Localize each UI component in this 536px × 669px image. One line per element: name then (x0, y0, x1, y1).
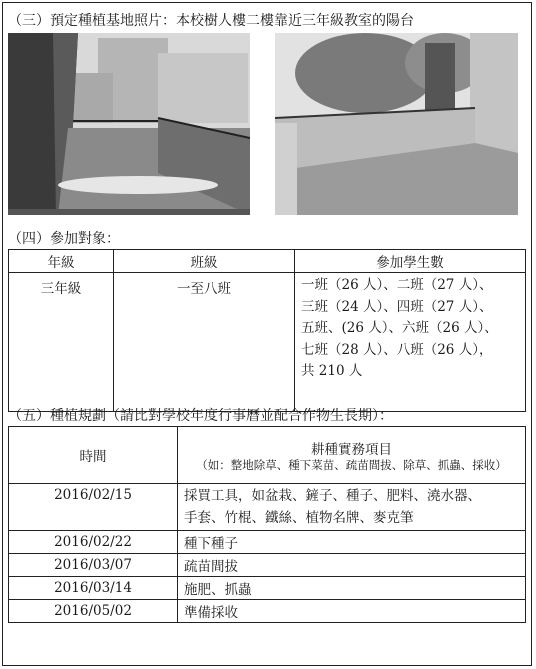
schedule-date: 2016/02/22 (9, 531, 178, 554)
schedule-date: 2016/02/15 (9, 484, 178, 531)
schedule-task-cell (178, 484, 526, 531)
planting-schedule-table (8, 426, 526, 623)
balcony-photo-right (275, 33, 518, 215)
balcony-photo-left (8, 33, 250, 215)
schedule-task-line: 手套、竹棍、鐵絲、植物名牌、麥克筆 (184, 509, 414, 526)
grade-cell: 三年級 (9, 273, 114, 412)
schedule-row (9, 484, 526, 531)
header-items-note: （如：整地除草、種下菜苗、疏苗間拔、除草、抓蟲、採收） (196, 457, 507, 472)
section5-title: （五）種植規劃（請比對學校年度行事曆並配合作物生長期）： (8, 408, 393, 424)
schedule-date: 2016/03/07 (9, 554, 178, 577)
header-student-count: 參加學生數 (295, 250, 526, 273)
header-grade: 年級 (9, 250, 114, 273)
schedule-row (9, 577, 526, 600)
schedule-task: 施肥、抓蟲 (178, 577, 526, 600)
participants-table (8, 249, 526, 412)
section3-title: （三）預定種植基地照片：本校樹人樓二樓靠近三年級教室的陽台 (8, 13, 414, 29)
participants-data-row (9, 273, 526, 412)
schedule-task: 疏苗間拔 (178, 554, 526, 577)
header-time: 時間 (9, 427, 178, 484)
header-items-cell (178, 427, 526, 484)
schedule-row (9, 531, 526, 554)
count-total: 共 210 人 (301, 363, 363, 379)
class-cell: 一至八班 (114, 273, 295, 412)
schedule-task: 種下種子 (178, 531, 526, 554)
count-line: 五班、(26 人）、六班（26 人）、 (301, 320, 498, 336)
header-class: 班級 (114, 250, 295, 273)
count-line: 七班（28 人）、八班（26 人）， (301, 341, 493, 358)
schedule-header-row (9, 427, 526, 484)
participants-header-row (9, 250, 526, 273)
schedule-task: 準備採收 (178, 600, 526, 623)
schedule-date: 2016/03/14 (9, 577, 178, 600)
schedule-row (9, 554, 526, 577)
header-items: 耕種實務項目 (311, 441, 392, 458)
schedule-row (9, 600, 526, 623)
student-count-cell (295, 273, 526, 412)
schedule-date: 2016/05/02 (9, 600, 178, 623)
count-line: 三班（24 人）、四班（27 人）、 (301, 298, 493, 315)
schedule-task-line: 採買工具，如盆栽、鏟子、種子、肥料、澆水器、 (184, 488, 481, 504)
count-line: 一班（26 人）、二班（27 人）、 (301, 277, 493, 293)
section4-title: （四）參加對象： (8, 231, 120, 247)
